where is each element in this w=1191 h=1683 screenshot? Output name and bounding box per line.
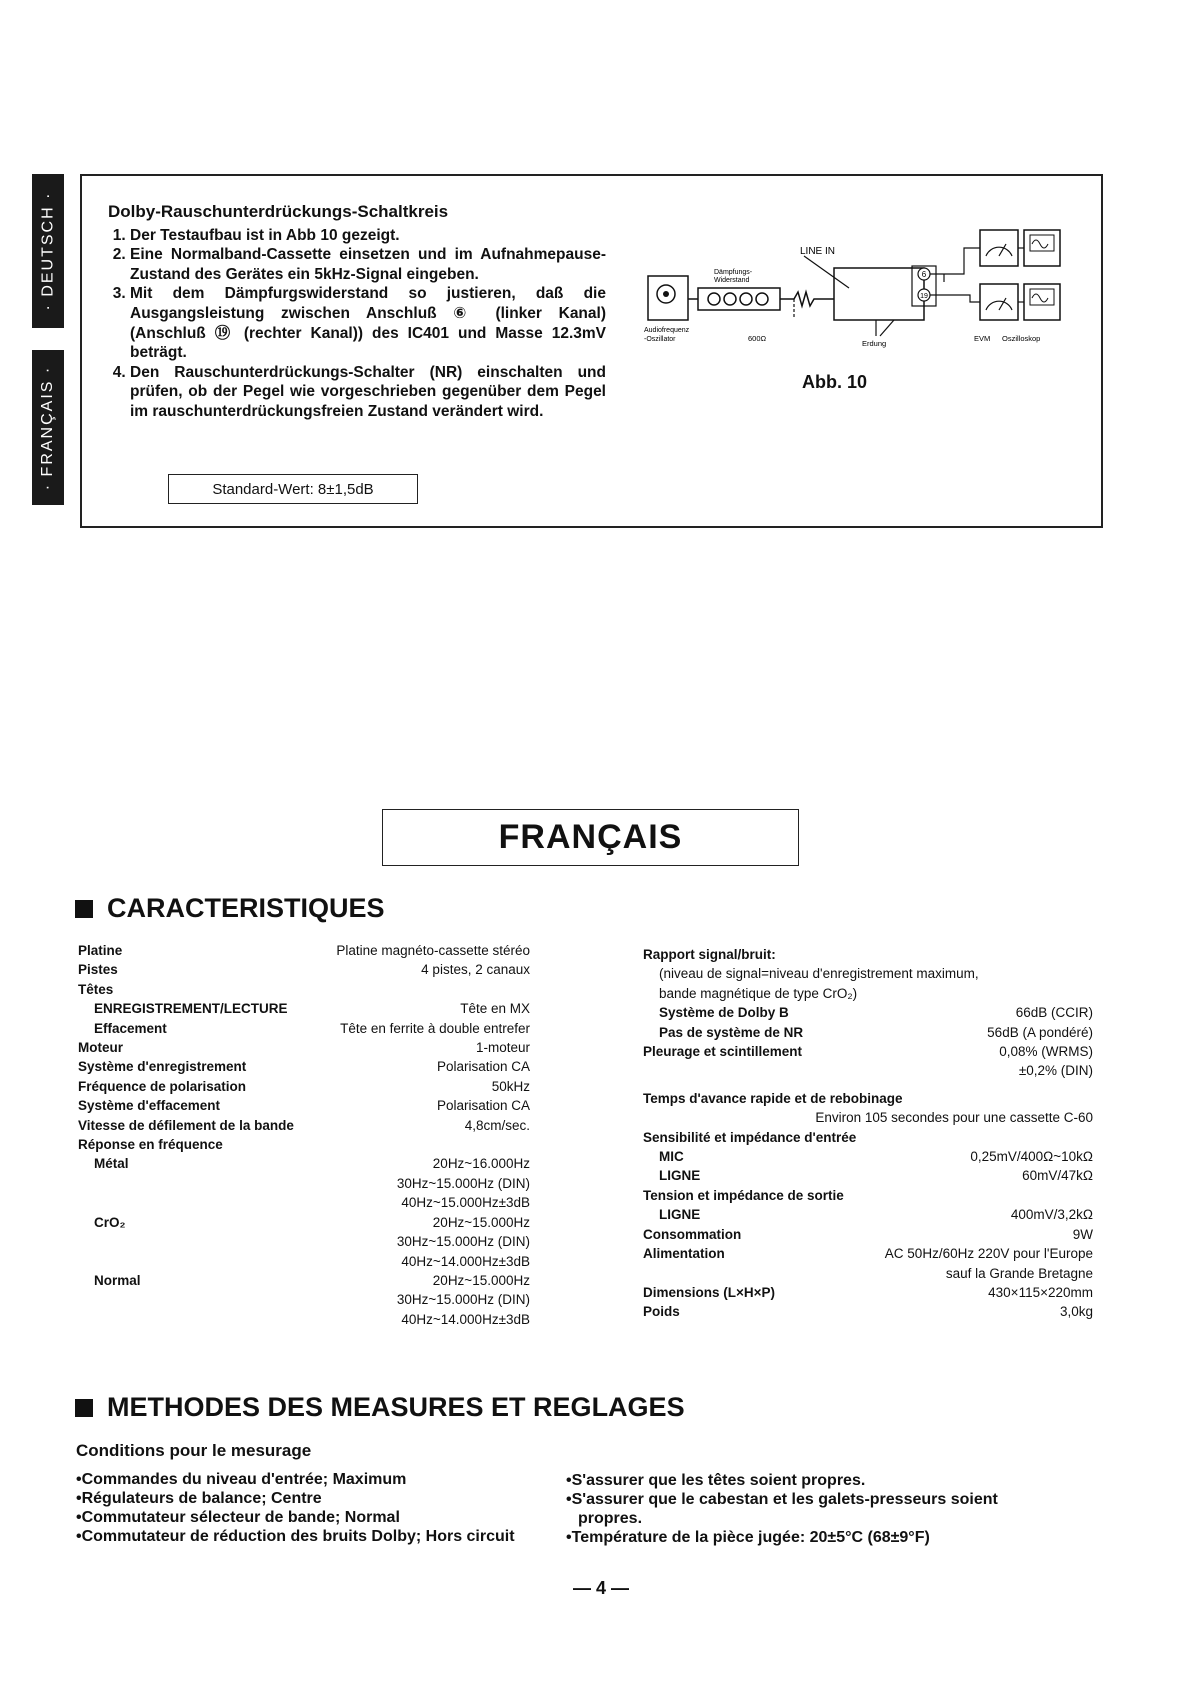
condition-item: •Régulateurs de balance; Centre (76, 1490, 322, 1507)
line-out-label: LIGNE (659, 1207, 701, 1223)
line-in-label: LIGNE (659, 1168, 701, 1184)
spec-row (78, 1193, 530, 1212)
spec-label: Normal (94, 1272, 141, 1288)
input-label: Sensibilité et impédance d'entrée (643, 1129, 857, 1145)
spec-row (78, 1252, 530, 1271)
condition-item: •Température de la pièce jugée: 20±5°C (68±9°F) (566, 1529, 930, 1546)
spec-row (643, 1225, 1093, 1244)
conditions-right-column (566, 1471, 1026, 1547)
spec-label (78, 1193, 94, 1212)
spec-label: Métal (94, 1156, 129, 1172)
spec-label: Système d'enregistrement (78, 1059, 247, 1075)
conditions-left-column (76, 1470, 536, 1546)
evm-top (980, 230, 1018, 266)
spec-value: 30Hz~15.000Hz (DIN) (396, 1175, 530, 1191)
spec-value: 30Hz~15.000Hz (DIN) (396, 1234, 530, 1250)
spec-row (78, 1077, 530, 1096)
methods-heading-text: METHODES DES MEASURES ET REGLAGES (107, 1392, 685, 1422)
mic-value: 0,25mV/400Ω~10kΩ (970, 1149, 1093, 1165)
spec-row (78, 1019, 530, 1038)
spec-row (643, 1023, 1093, 1042)
condition-item: •S'assurer que le cabestan et les galets-presseurs soient propres. (566, 1491, 998, 1527)
spec-row (78, 1135, 530, 1154)
oscillator-label-1: Audiofrequenz (644, 327, 690, 334)
deck-box (834, 268, 924, 320)
spec-label (78, 1174, 94, 1193)
spec-value: 40Hz~14.000Hz±3dB (401, 1253, 530, 1269)
standard-value-box (168, 474, 418, 504)
spec-row (78, 999, 530, 1018)
snr-label: Rapport signal/bruit: (643, 947, 776, 962)
spec-value: 40Hz~14.000Hz±3dB (401, 1311, 530, 1327)
spec-row (78, 1057, 530, 1076)
spec-value: Platine magnéto-cassette stéréo (336, 943, 530, 958)
spec-row (643, 1244, 1093, 1263)
spec-row (78, 1290, 530, 1309)
spec-value: 20Hz~16.000Hz (432, 1156, 530, 1172)
attenuator-label-2: Widerstand (714, 277, 750, 284)
side-tab-francais-label: · FRANÇAIS · (39, 365, 57, 490)
spec-row (643, 1302, 1093, 1321)
spec-value: 4,8cm/sec. (464, 1117, 530, 1133)
dim-label: Dimensions (L×H×P) (643, 1284, 776, 1300)
spec-row (78, 1096, 530, 1115)
spec-row (78, 1174, 530, 1193)
spec-row (643, 1042, 1093, 1061)
spec-row (78, 960, 530, 979)
spec-label: Platine (78, 943, 123, 958)
deutsch-steps (108, 226, 606, 422)
spec-label (78, 1252, 94, 1271)
deutsch-title: Dolby-Rauschunterdrückungs-Schaltkreis (108, 202, 449, 221)
specs-right-column (643, 945, 1093, 1322)
spec-value: 20Hz~15.000Hz (432, 1272, 530, 1288)
dolby-label: Système de Dolby B (659, 1005, 789, 1021)
spec-row (78, 1038, 530, 1057)
spec-row (78, 980, 530, 999)
spec-label: ENREGISTREMENT/LECTURE (94, 1001, 288, 1017)
spec-value: Tête en ferrite à double entrefer (340, 1020, 530, 1036)
dolby-value: 66dB (CCIR) (1015, 1005, 1093, 1021)
deutsch-step: 3. Mit dem Dämpfurgswiderstand so justieren, daß die Ausgangsleistung zwischen Anschluß ⑥ (linker Kanal) (Anschluß ⑲ (rechter Kanal)) des IC401 und Masse 12.3mV beträgt. (130, 284, 606, 362)
test-setup-diagram (644, 226, 1064, 356)
spec-row (78, 1116, 530, 1135)
specs-left-column (78, 941, 530, 1329)
spec-row (643, 1003, 1093, 1022)
evm-label: EVM (974, 334, 991, 343)
spec-label (78, 1232, 94, 1251)
spec-label: Effacement (94, 1020, 167, 1036)
evm-bottom (980, 284, 1018, 320)
condition-item: •Commutateur de réduction des bruits Dolby; Hors circuit (76, 1528, 515, 1545)
line-in-value: 60mV/47kΩ (1022, 1168, 1093, 1184)
supply-value-1: AC 50Hz/60Hz 220V pour l'Europe (884, 1246, 1093, 1262)
output-label: Tension et impédance de sortie (643, 1187, 844, 1203)
spec-label: Vitesse de défilement de la bande (78, 1117, 294, 1133)
spec-row (78, 1232, 530, 1251)
oscillator-box (648, 276, 688, 320)
spec-value: 30Hz~15.000Hz (DIN) (396, 1292, 530, 1308)
spec-value: 1-moteur (475, 1040, 530, 1056)
spec-value: Tête en MX (460, 1001, 530, 1017)
ground-label: Erdung (862, 339, 887, 348)
snr-note-2: bande magnétique de type CrO₂) (659, 985, 858, 1001)
line-out-value: 400mV/3,2kΩ (1010, 1207, 1093, 1223)
francais-title: FRANÇAIS (498, 818, 683, 856)
side-tab-deutsch (32, 174, 64, 328)
spec-label: Têtes (78, 981, 114, 997)
spec-label (78, 1290, 94, 1309)
side-tab-francais (32, 350, 64, 505)
spec-label (78, 1310, 94, 1329)
spec-row (643, 1166, 1093, 1185)
deutsch-step: 1. Der Testaufbau ist in Abb 10 gezeigt. (130, 226, 606, 246)
deutsch-procedure (108, 202, 606, 422)
spec-label: Système d'effacement (78, 1098, 221, 1114)
spec-label: Fréquence de polarisation (78, 1078, 247, 1094)
wow-value-1: 0,08% (WRMS) (999, 1044, 1093, 1060)
condition-item: •Commandes du niveau d'entrée; Maximum (76, 1471, 407, 1488)
nonr-value: 56dB (A pondéré) (987, 1024, 1093, 1040)
weight-label: Poids (643, 1304, 680, 1320)
spec-label: Pistes (78, 962, 118, 978)
spec-value: Polarisation CA (436, 1098, 530, 1114)
spec-row (78, 1154, 530, 1173)
deutsch-section-box (80, 174, 1103, 528)
methods-heading (75, 1392, 685, 1423)
page-number: — 4 — (573, 1578, 630, 1598)
specs-heading-text: CARACTERISTIQUES (107, 893, 385, 923)
square-bullet-icon (75, 1399, 93, 1417)
spec-row (78, 1213, 530, 1232)
spec-row (643, 1205, 1093, 1224)
pin19-label: 19 (920, 293, 928, 300)
weight-value: 3,0kg (1059, 1304, 1093, 1320)
specs-heading (75, 893, 385, 924)
wow-label: Pleurage et scintillement (643, 1044, 803, 1060)
pin6-label: 6 (921, 270, 927, 279)
spec-label: Réponse en fréquence (78, 1137, 223, 1153)
figure-caption: Abb. 10 (802, 372, 868, 392)
mic-label: MIC (659, 1149, 684, 1165)
dim-value: 430×115×220mm (988, 1284, 1093, 1300)
spec-row (78, 1310, 530, 1329)
line-in-label: LINE IN (800, 246, 836, 257)
ffrew-label: Temps d'avance rapide et de rebobinage (643, 1090, 903, 1106)
spec-row (78, 941, 530, 960)
supply-value-2: sauf la Grande Bretagne (945, 1265, 1093, 1281)
power-label: Consommation (643, 1226, 742, 1242)
conditions-title: Conditions pour le mesurage (76, 1441, 312, 1460)
spec-value: 40Hz~15.000Hz±3dB (401, 1195, 530, 1211)
deutsch-step: 4. Den Rauschunterdrückungs-Schalter (NR) einschalten und prüfen, ob der Pegel wie vorgeschrieben gegenüber dem Pegel im rauschunterdrückungsfreien Zustand verändert wird. (130, 363, 606, 422)
spec-value: 20Hz~15.000Hz (432, 1214, 530, 1230)
attenuator-label-1: Dämpfungs- (714, 269, 753, 276)
spec-label: CrO₂ (94, 1214, 126, 1230)
spec-value: Polarisation CA (436, 1059, 530, 1075)
standard-value: Standard-Wert: 8±1,5dB (212, 480, 374, 498)
nonr-label: Pas de système de NR (659, 1024, 804, 1040)
spec-row (643, 1147, 1093, 1166)
power-value: 9W (1072, 1226, 1093, 1242)
condition-item: •Commutateur sélecteur de bande; Normal (76, 1509, 400, 1526)
spec-row (78, 1271, 530, 1290)
supply-label: Alimentation (643, 1246, 725, 1262)
spec-label: Moteur (78, 1040, 123, 1056)
deutsch-step: 2. Eine Normalband-Cassette einsetzen und im Aufnahmepause-Zustand des Gerätes ein 5kHz-Signal eingeben. (130, 245, 606, 284)
snr-note-1: (niveau de signal=niveau d'enregistrement maximum, (659, 966, 979, 982)
oscilloscope-label: Oszilloskop (1002, 334, 1041, 343)
spec-value: 4 pistes, 2 canaux (421, 962, 530, 978)
francais-title-box (382, 809, 799, 866)
wow-value-2: ±0,2% (DIN) (1018, 1063, 1093, 1079)
ohm-label: 600Ω (748, 334, 767, 343)
square-bullet-icon (75, 900, 93, 918)
oscillator-label-2: -Oszillator (644, 336, 676, 343)
spec-row (643, 1283, 1093, 1302)
side-tab-deutsch-label: · DEUTSCH · (39, 191, 57, 311)
spec-value: 50kHz (491, 1078, 530, 1094)
ffrew-value: Environ 105 secondes pour une cassette C-60 (815, 1110, 1093, 1126)
condition-item: •S'assurer que les têtes soient propres. (566, 1472, 866, 1489)
